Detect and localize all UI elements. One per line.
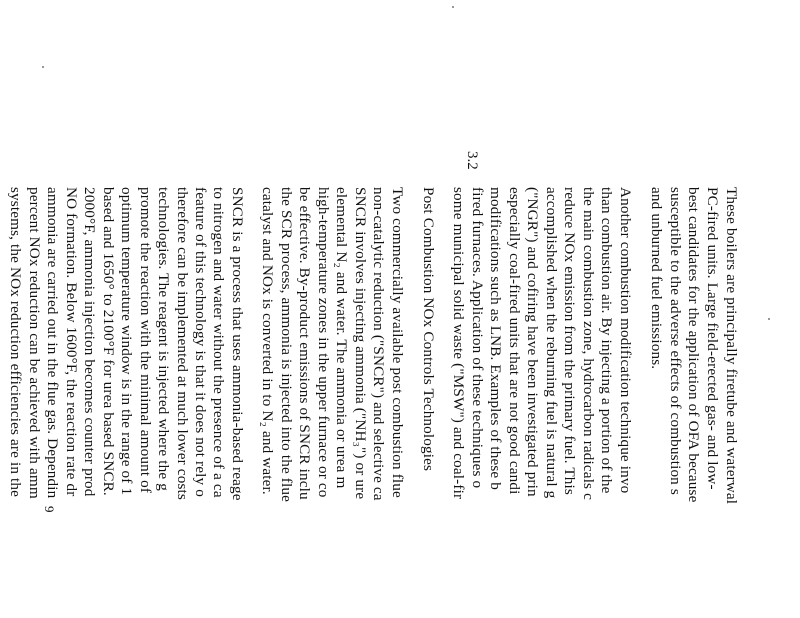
p2-line: than combustion air. By injecting a portion of the [598, 187, 615, 494]
p1-line: These boilers are principally firetube and waterwal [723, 187, 740, 505]
p2-line: fired furnaces. Application of these techniques o [469, 187, 486, 489]
p3-line: non-catalytic reduction ("SNCR") and selective ca [370, 187, 387, 501]
p3-line: the SCR process, ammonia is injected into the flue [278, 187, 295, 502]
section-number: 3.2 [464, 151, 480, 170]
p4-line: based and 1650° to 2100°F for urea based SNCR. [100, 187, 117, 496]
p4-line: feature of this technology is that it does not rely o [192, 187, 209, 497]
p1-line: susceptible to the adverse effects of combustion s [667, 187, 684, 495]
p3-line: SNCR involves injecting ammonia ("NH₃") or ure [352, 187, 369, 500]
p2-line: some municipal solid waste ("MSW") and coal-fir [450, 187, 467, 500]
p4-line: ammonia are carried out in the flue gas. Dependin [44, 187, 61, 499]
p1-line: PC-fired units. Large field-erected gas- and low- [704, 187, 721, 490]
p2-line: reduce NOx emission from the primary fuel. This [561, 187, 578, 495]
p2-line: especially coal-fired units that are not good candi [506, 187, 523, 495]
p4-line: systems, the NOx reduction efficiencies are in the [7, 187, 24, 498]
page-number: 9 [42, 506, 57, 513]
p2-line: Another combustion modification technique invo [617, 187, 634, 494]
p4-line: SNCR is a process that uses ammonia-based reage [229, 187, 246, 501]
p4-line: to nitrogen and water without the presence of a ca [210, 187, 227, 498]
p2-line: the main combustion zone, hydrocarbon radicals c [580, 187, 597, 500]
p1-line: and unburned fuel emissions. [648, 187, 665, 370]
p4-line: NO formation. Below 1600°F, the reaction rate dr [63, 187, 80, 497]
p1-line: best candidates for the application of OFA because [685, 187, 702, 503]
scan-speck [768, 318, 770, 320]
p2-line: accomplished when the reburning fuel is natural g [543, 187, 560, 499]
p3-line: Two commercially available post combustion flue [389, 187, 406, 498]
p4-line: 2000°F, ammonia injection becomes counter prod [81, 187, 98, 497]
scan-speck [42, 66, 44, 68]
p4-line: percent NOx reduction can be achieved with amm [26, 187, 43, 499]
scan-speck [452, 6, 454, 8]
p4-line: optimum temperature window is in the range of 1 [118, 187, 135, 496]
p3-line: elemental N₂ and water. The ammonia or urea m [333, 187, 350, 489]
p3-line: catalyst and NOx is converted in to N₂ and water. [259, 187, 276, 495]
p2-line: modifications such as LNB. Examples of these b [487, 187, 504, 490]
p4-line: therefore can be implemented at much lower costs [174, 187, 191, 500]
p3-line: high-temperature zones in the upper furnace or co [315, 187, 332, 498]
p4-line: promote the reaction with the minimal amount of [137, 187, 154, 494]
p4-line: technologies. The reagent is injected where the g [155, 187, 172, 491]
section-heading: Post Combustion NOx Controls Technologies [420, 187, 437, 472]
p3-line: be effective. By-product emissions of SNCR inclu [296, 187, 313, 500]
p2-line: ("NGR") and cofiring have been investigated prin [524, 187, 541, 497]
